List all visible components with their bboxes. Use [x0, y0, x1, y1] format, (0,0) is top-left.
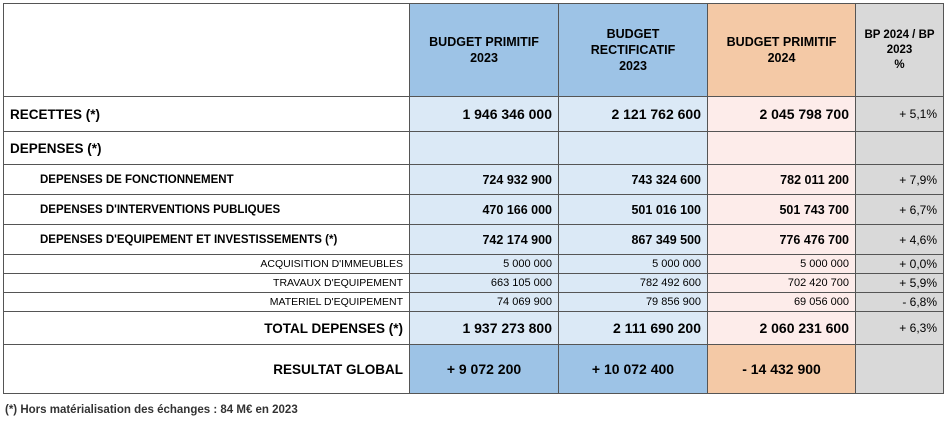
row-label: ACQUISITION D'IMMEUBLES	[4, 255, 410, 274]
cell-bp2024	[708, 132, 856, 165]
row-label: TRAVAUX D'EQUIPEMENT	[4, 274, 410, 293]
header-pct-line3: %	[894, 58, 905, 71]
cell-br2023: 743 324 600	[559, 165, 708, 195]
header-br2023-line1: BUDGET RECTIFICATIF	[590, 27, 676, 57]
table-row-depenses	[4, 132, 944, 165]
row-label: DEPENSES (*)	[4, 132, 410, 165]
cell-pct	[856, 345, 944, 394]
table-row-recettes	[4, 97, 944, 132]
cell-br2023: 2 121 762 600	[559, 97, 708, 132]
cell-br2023: 79 856 900	[559, 293, 708, 312]
cell-br2023	[559, 132, 708, 165]
header-row	[4, 4, 944, 97]
row-label: DEPENSES D'EQUIPEMENT ET INVESTISSEMENTS (*)	[4, 225, 410, 255]
header-bp2024	[708, 4, 856, 97]
cell-br2023: 501 016 100	[559, 195, 708, 225]
cell-pct: + 5,9%	[856, 274, 944, 293]
cell-br2023: 2 111 690 200	[559, 312, 708, 345]
row-label: RECETTES (*)	[4, 97, 410, 132]
cell-bp2023: + 9 072 200	[410, 345, 559, 394]
table-row-resultat-global	[4, 345, 944, 394]
table-row-acquisition	[4, 255, 944, 274]
footnote: (*) Hors matérialisation des échanges : 84 M€ en 2023	[5, 404, 298, 416]
row-label: DEPENSES D'INTERVENTIONS PUBLIQUES	[4, 195, 410, 225]
cell-br2023: 782 492 600	[559, 274, 708, 293]
budget-table	[3, 3, 944, 394]
header-br2023	[559, 4, 708, 97]
cell-pct: - 6,8%	[856, 293, 944, 312]
header-label-cell	[4, 4, 410, 97]
cell-bp2024: 702 420 700	[708, 274, 856, 293]
header-bp2023-line1: BUDGET PRIMITIF	[429, 35, 539, 49]
cell-br2023: 5 000 000	[559, 255, 708, 274]
row-label: RESULTAT GLOBAL	[4, 345, 410, 394]
cell-pct: + 7,9%	[856, 165, 944, 195]
cell-bp2024: 782 011 200	[708, 165, 856, 195]
cell-bp2023: 663 105 000	[410, 274, 559, 293]
table-row-interventions	[4, 195, 944, 225]
header-pct-line2: 2023	[886, 43, 913, 56]
header-pct-line1: BP 2024 / BP	[864, 28, 935, 41]
table-row-travaux	[4, 274, 944, 293]
cell-bp2024: 501 743 700	[708, 195, 856, 225]
cell-bp2023: 1 937 273 800	[410, 312, 559, 345]
cell-pct: + 6,3%	[856, 312, 944, 345]
header-bp2023-line2: 2023	[470, 51, 498, 65]
cell-pct	[856, 132, 944, 165]
cell-pct: + 6,7%	[856, 195, 944, 225]
table-row-fonctionnement	[4, 165, 944, 195]
header-bp2024-line1: BUDGET PRIMITIF	[726, 35, 837, 49]
header-bp2024-line2: 2024	[767, 51, 796, 65]
header-br2023-line2: 2023	[619, 59, 647, 73]
row-label: MATERIEL D'EQUIPEMENT	[4, 293, 410, 312]
row-label: TOTAL DEPENSES (*)	[4, 312, 410, 345]
table-row-equipement	[4, 225, 944, 255]
cell-br2023: + 10 072 400	[559, 345, 708, 394]
cell-bp2024: 2 045 798 700	[708, 97, 856, 132]
cell-bp2023	[410, 132, 559, 165]
cell-pct: + 5,1%	[856, 97, 944, 132]
cell-bp2024: 776 476 700	[708, 225, 856, 255]
cell-bp2023: 74 069 900	[410, 293, 559, 312]
cell-bp2023: 724 932 900	[410, 165, 559, 195]
cell-bp2023: 742 174 900	[410, 225, 559, 255]
cell-bp2024: 2 060 231 600	[708, 312, 856, 345]
cell-bp2023: 1 946 346 000	[410, 97, 559, 132]
row-label: DEPENSES DE FONCTIONNEMENT	[4, 165, 410, 195]
cell-bp2023: 470 166 000	[410, 195, 559, 225]
cell-bp2024: - 14 432 900	[708, 345, 856, 394]
table-row-total-depenses	[4, 312, 944, 345]
table-row-materiel	[4, 293, 944, 312]
cell-bp2024: 69 056 000	[708, 293, 856, 312]
cell-pct: + 4,6%	[856, 225, 944, 255]
cell-pct: + 0,0%	[856, 255, 944, 274]
cell-br2023: 867 349 500	[559, 225, 708, 255]
cell-bp2023: 5 000 000	[410, 255, 559, 274]
cell-bp2024: 5 000 000	[708, 255, 856, 274]
header-pct	[856, 4, 944, 97]
header-bp2023	[410, 4, 559, 97]
